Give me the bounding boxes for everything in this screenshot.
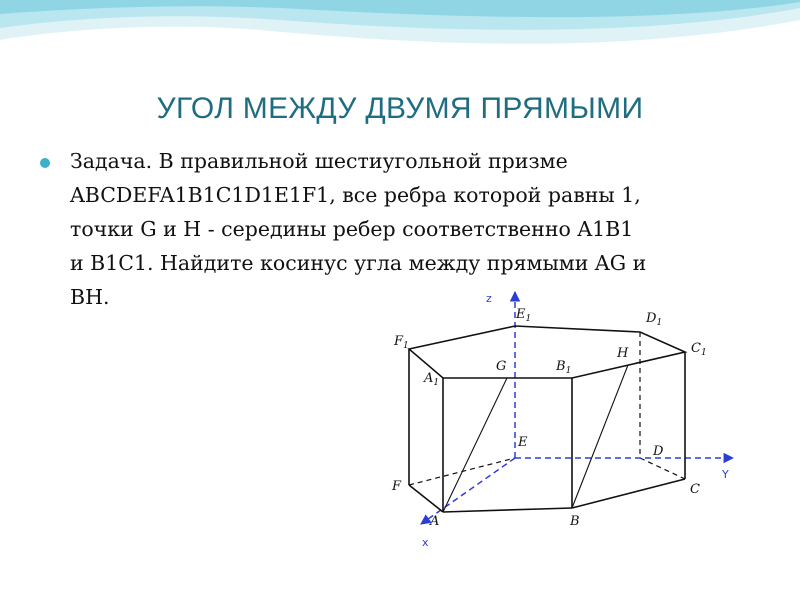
visible-edges bbox=[409, 326, 685, 512]
axis-label-x: x bbox=[422, 536, 429, 549]
label-a1: $A_1$ bbox=[424, 371, 440, 388]
problem-line: и B1C1. Найдите косинус угла между прямыми AG и bbox=[70, 251, 647, 275]
label-d1: $D_1$ bbox=[646, 311, 663, 328]
label-g: G bbox=[496, 359, 507, 374]
label-d: D bbox=[653, 444, 664, 459]
label-f1: $F_1$ bbox=[394, 334, 409, 351]
label-h: H bbox=[617, 346, 629, 361]
label-c: C bbox=[690, 482, 700, 497]
problem-line: Задача. В правильной шестиугольной призме bbox=[70, 149, 568, 173]
label-a: A bbox=[430, 514, 440, 529]
problem-line: ABCDEFA1B1C1D1E1F1, все ребра которой равны 1, bbox=[70, 183, 641, 207]
label-f: F bbox=[392, 479, 402, 494]
label-e1: $E_1$ bbox=[516, 307, 532, 324]
slide-title: УГОЛ МЕЖДУ ДВУМЯ ПРЯМЫМИ bbox=[156, 92, 644, 125]
problem-line: BH. bbox=[70, 285, 110, 309]
problem-line: точки G и H - середины ребер соответственно A1B1 bbox=[70, 217, 634, 241]
decorative-wave bbox=[0, 0, 800, 90]
prism-figure bbox=[383, 283, 748, 553]
label-c1: $C_1$ bbox=[691, 341, 707, 358]
axis-label-y: Y bbox=[722, 468, 729, 481]
axis-label-z: z bbox=[486, 292, 492, 305]
bullet-icon bbox=[40, 158, 50, 168]
label-e: E bbox=[518, 435, 528, 450]
label-b: B bbox=[570, 514, 580, 529]
coordinate-axes bbox=[421, 292, 733, 524]
hidden-edges bbox=[409, 332, 685, 485]
label-b1: $B_1$ bbox=[556, 359, 572, 376]
